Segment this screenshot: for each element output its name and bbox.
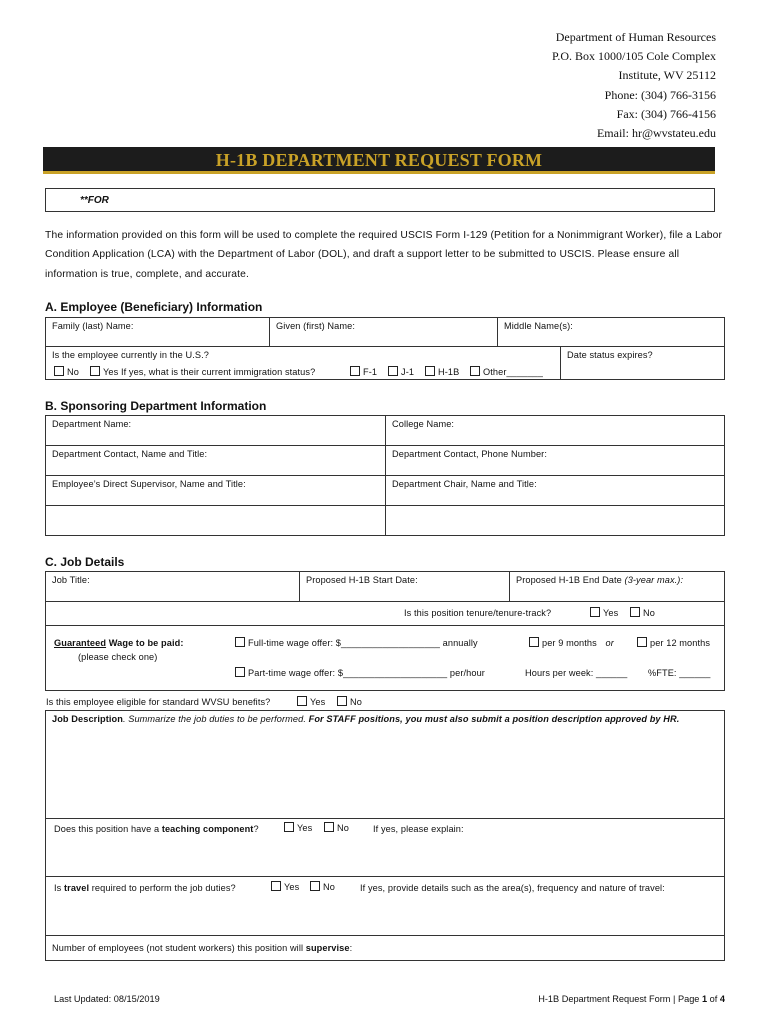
status-f1[interactable]	[350, 366, 377, 377]
chair-value-field[interactable]	[385, 505, 725, 536]
job-desc-label: Job Description	[52, 714, 123, 724]
checkbox-icon[interactable]	[54, 366, 64, 376]
address-box: P.O. Box 1000/105 Cole Complex	[551, 49, 716, 64]
dept-name-field[interactable]	[45, 415, 386, 446]
status-other-label: Other_______	[483, 367, 543, 377]
for-label: **FOR	[80, 195, 109, 206]
page-of: of	[707, 994, 720, 1004]
page-num: 1	[701, 994, 708, 1004]
checkbox-icon[interactable]	[337, 696, 347, 706]
college-name-label: College Name:	[392, 419, 455, 429]
for-field[interactable]	[45, 188, 715, 212]
dept-name-label: Department Name:	[52, 419, 132, 429]
hours-per-week[interactable]: Hours per week: ______	[525, 668, 628, 678]
page-number	[538, 994, 725, 1004]
address-email: Email: hr@wvstateu.edu	[596, 126, 716, 141]
job-title-label: Job Title:	[52, 575, 90, 585]
in-us-yes[interactable]	[90, 366, 315, 377]
tenure-no-label: No	[643, 608, 655, 618]
benefits-no-label: No	[350, 697, 362, 707]
travel-pre: Is	[54, 883, 64, 893]
checkbox-icon[interactable]	[297, 696, 307, 706]
intro-text: The information provided on this form will be used to complete the required USCIS Form I-129 (Petition for a Nonimmigrant Worker), file a Labor Condition Application (LCA) with the Department of Labor (DOL), and draft a support letter to be submitted to USCIS. Please ensure all information is true, complete, and accurate.	[45, 230, 723, 280]
teaching-yes-label: Yes	[297, 823, 313, 833]
checkbox-icon[interactable]	[90, 366, 100, 376]
chair-field[interactable]	[385, 475, 725, 506]
dept-contact-field[interactable]	[45, 445, 386, 476]
form-title: H-1B DEPARTMENT REQUEST FORM	[215, 150, 543, 170]
fulltime-option[interactable]	[235, 637, 478, 648]
supervise-question	[52, 939, 724, 953]
address-block	[552, 28, 716, 143]
page-pre: H-1B Department Request Form | Page	[538, 994, 702, 1004]
section-a-heading: A. Employee (Beneficiary) Information	[45, 300, 263, 314]
start-date-field[interactable]	[299, 571, 510, 602]
date-expires-field[interactable]	[560, 346, 725, 380]
address-phone: Phone: (304) 766-3156	[604, 87, 716, 102]
college-name-field[interactable]	[385, 415, 725, 446]
in-us-question: Is the employee currently in the U.S.?	[52, 350, 209, 360]
teaching-no-label: No	[337, 823, 349, 833]
checkbox-icon[interactable]	[590, 607, 600, 617]
job-description-field[interactable]	[45, 710, 725, 819]
parttime-option[interactable]	[235, 667, 485, 678]
checkbox-icon[interactable]	[637, 637, 647, 647]
supervisor-value-field[interactable]	[45, 505, 386, 536]
travel-no-label: No	[323, 882, 335, 892]
per12-label: per 12 months	[650, 638, 711, 648]
given-name-label: Given (first) Name:	[276, 321, 355, 331]
dept-contact-label: Department Contact, Name and Title:	[52, 449, 208, 459]
status-j1[interactable]	[388, 366, 414, 377]
teaching-pre: Does this position have a	[54, 824, 162, 834]
middle-name-field[interactable]	[497, 317, 725, 347]
per9-option[interactable]	[529, 637, 614, 648]
travel-bold: travel	[64, 883, 90, 893]
checkbox-icon[interactable]	[350, 366, 360, 376]
job-title-field[interactable]	[45, 571, 300, 602]
travel-explain: If yes, provide details such as the area(s), frequency and nature of travel:	[360, 883, 665, 893]
travel-question	[54, 883, 236, 893]
teaching-question	[54, 824, 259, 834]
checkbox-icon[interactable]	[284, 822, 294, 832]
chair-label: Department Chair, Name and Title:	[392, 479, 537, 489]
supervise-bold: supervise	[305, 943, 350, 953]
wage-label-rest: Wage to be paid:	[106, 638, 184, 648]
end-date-label: Proposed H-1B End Date	[516, 575, 622, 585]
status-j1-label: J-1	[401, 367, 415, 377]
teaching-post: ?	[253, 824, 259, 834]
last-updated: Last Updated: 08/15/2019	[54, 994, 160, 1004]
end-date-field[interactable]	[509, 571, 725, 602]
wage-label-guaranteed: Guaranteed	[54, 638, 107, 648]
address-fax: Fax: (304) 766-4156	[616, 106, 716, 121]
checkbox-icon[interactable]	[235, 667, 245, 677]
supervise-post: :	[349, 943, 353, 953]
fte-field[interactable]: %FTE: ______	[648, 668, 711, 678]
status-h1b[interactable]	[425, 366, 459, 377]
per9-label: per 9 months	[542, 638, 597, 648]
status-f1-label: F-1	[363, 367, 378, 377]
tenure-question: Is this position tenure/tenure-track?	[404, 608, 552, 618]
checkbox-icon[interactable]	[470, 366, 480, 376]
supervisor-label: Employee’s Direct Supervisor, Name and Title:	[52, 479, 246, 489]
benefits-no[interactable]	[337, 696, 362, 707]
address-city: Institute, WV 25112	[618, 68, 716, 83]
supervisor-field[interactable]	[45, 475, 386, 506]
wage-label	[54, 638, 183, 648]
checkbox-icon[interactable]	[529, 637, 539, 647]
job-desc-staff: For STAFF positions, you must also submit a position description approved by HR.	[308, 714, 680, 724]
checkbox-icon[interactable]	[425, 366, 435, 376]
status-other[interactable]	[470, 366, 543, 377]
benefits-yes-label: Yes	[310, 697, 326, 707]
or-label: or	[605, 638, 614, 648]
start-date-label: Proposed H-1B Start Date:	[306, 575, 418, 585]
benefits-yes[interactable]	[297, 696, 325, 707]
tenure-no[interactable]	[630, 607, 655, 618]
benefits-question: Is this employee eligible for standard WVSU benefits?	[46, 697, 271, 707]
wage-check-note: (please check one)	[78, 652, 158, 662]
checkbox-icon[interactable]	[324, 822, 334, 832]
teaching-explain: If yes, please explain:	[373, 824, 464, 834]
middle-name-label: Middle Name(s):	[504, 321, 573, 331]
address-dept: Department of Human Resources	[555, 30, 716, 44]
checkbox-icon[interactable]	[630, 607, 640, 617]
teaching-no[interactable]	[324, 822, 349, 833]
section-b-heading: B. Sponsoring Department Information	[45, 399, 267, 413]
parttime-label: Part-time wage offer: $____________________ per/hour	[248, 668, 485, 678]
section-c-heading: C. Job Details	[45, 555, 125, 569]
dept-contact-phone-field[interactable]	[385, 445, 725, 476]
tenure-yes-label: Yes	[603, 608, 619, 618]
travel-no[interactable]	[310, 881, 335, 892]
in-us-yes-label: Yes If yes, what is their current immigration status?	[103, 367, 316, 377]
form-title-bar	[43, 147, 715, 174]
supervise-pre: Number of employees (not student workers) this position will	[52, 943, 306, 953]
in-us-no[interactable]	[54, 366, 79, 377]
checkbox-icon[interactable]	[235, 637, 245, 647]
tenure-yes[interactable]	[590, 607, 618, 618]
given-name-field[interactable]	[269, 317, 498, 347]
travel-yes[interactable]	[271, 881, 299, 892]
travel-post: required to perform the job duties?	[89, 883, 236, 893]
status-h1b-label: H-1B	[438, 367, 460, 377]
travel-yes-label: Yes	[284, 882, 300, 892]
teaching-yes[interactable]	[284, 822, 312, 833]
per12-option[interactable]	[637, 637, 710, 648]
job-desc-note: . Summarize the job duties to be performed.	[122, 714, 309, 724]
family-name-field[interactable]	[45, 317, 270, 347]
tenure-row	[45, 601, 725, 626]
checkbox-icon[interactable]	[271, 881, 281, 891]
supervise-row[interactable]	[45, 935, 725, 961]
family-name-label: Family (last) Name:	[52, 321, 134, 331]
page-total: 4	[719, 994, 725, 1004]
date-expires-label: Date status expires?	[567, 350, 653, 360]
teaching-bold: teaching component	[161, 824, 254, 834]
in-us-no-label: No	[67, 367, 79, 377]
fulltime-label: Full-time wage offer: $___________________ annually	[248, 638, 478, 648]
end-date-note: (3-year max.):	[624, 575, 684, 585]
checkbox-icon[interactable]	[310, 881, 320, 891]
dept-contact-phone-label: Department Contact, Phone Number:	[392, 449, 547, 459]
checkbox-icon[interactable]	[388, 366, 398, 376]
